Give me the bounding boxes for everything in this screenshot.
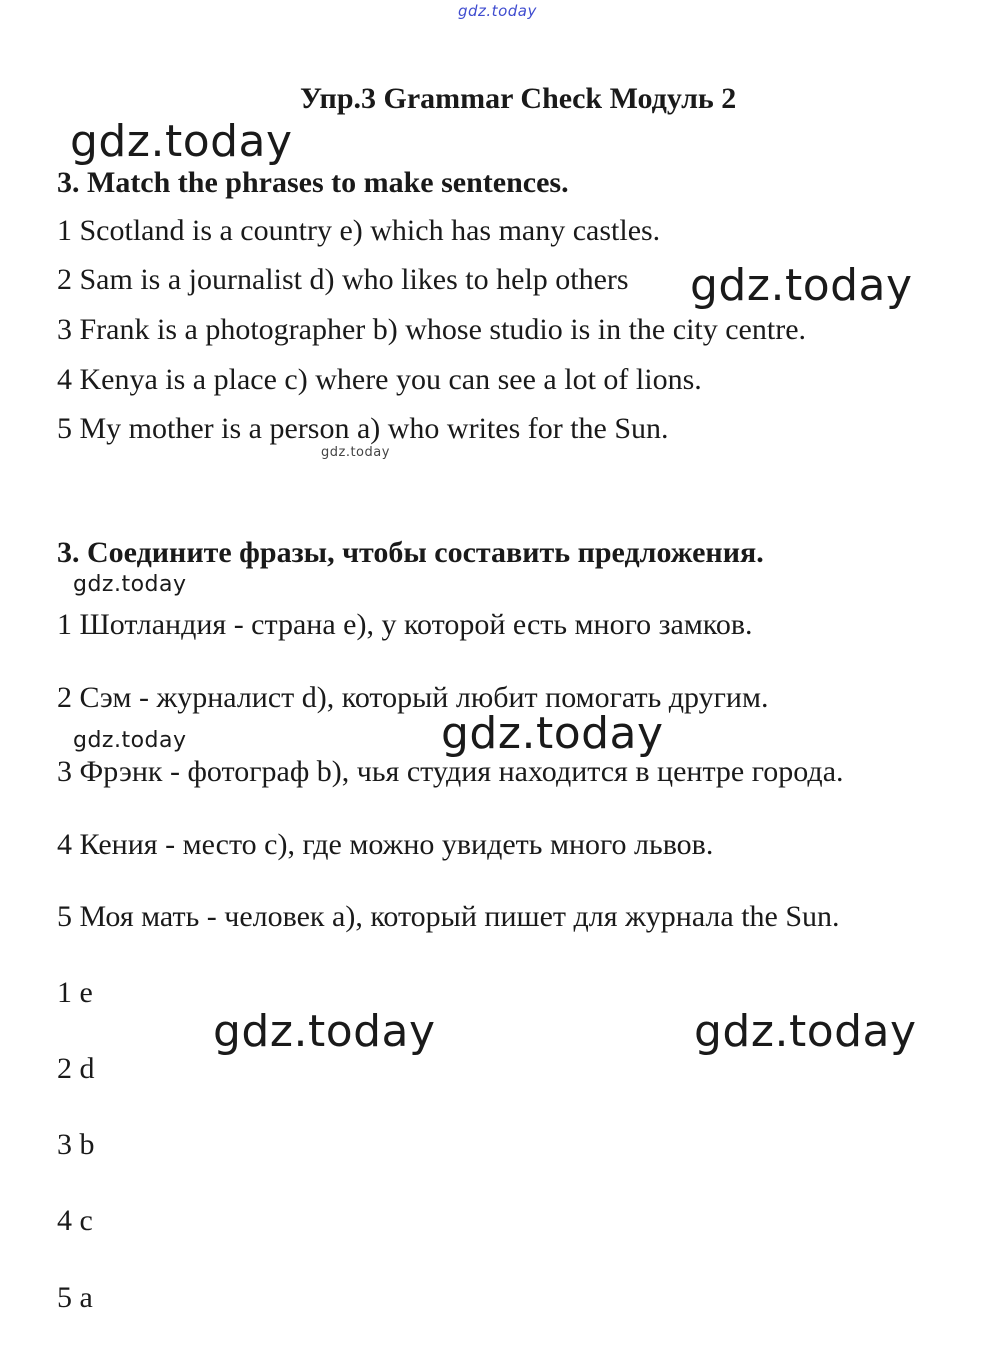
page-title: Упр.3 Grammar Check Модуль 2 (300, 82, 737, 115)
english-item-3: 3 Frank is a photographer b) whose studio is in the city centre. (57, 313, 807, 346)
answer-2: 2 d (57, 1052, 95, 1085)
english-item-5: 5 My mother is a person a) who writes for the Sun. (57, 412, 669, 445)
watermark-top: gdz.today (458, 2, 537, 20)
english-heading: 3. Match the phrases to make sentences. (57, 166, 569, 199)
english-item-4: 4 Kenya is a place c) where you can see a lot of lions. (57, 363, 702, 396)
watermark-6: gdz.today (441, 708, 664, 759)
answer-4: 4 c (57, 1204, 93, 1237)
english-item-1: 1 Scotland is a country e) which has many castles. (57, 214, 661, 247)
watermark-1: gdz.today (70, 116, 293, 167)
watermark-5: gdz.today (73, 728, 187, 753)
english-item-2: 2 Sam is a journalist d) who likes to help others (57, 263, 629, 296)
russian-item-3: 3 Фрэнк - фотограф b), чья студия находится в центре города. (57, 755, 844, 788)
russian-heading: 3. Соедините фразы, чтобы составить предложения. (57, 536, 764, 569)
answer-1: 1 e (57, 976, 93, 1009)
watermark-8: gdz.today (694, 1006, 917, 1057)
russian-item-1: 1 Шотландия - страна e), у которой есть много замков. (57, 608, 753, 641)
answer-5: 5 a (57, 1281, 93, 1314)
answer-3: 3 b (57, 1128, 95, 1161)
russian-item-5: 5 Моя мать - человек a), который пишет для журнала the Sun. (57, 900, 840, 933)
watermark-2: gdz.today (690, 260, 913, 311)
watermark-4: gdz.today (73, 572, 187, 597)
watermark-7: gdz.today (213, 1006, 436, 1057)
watermark-3: gdz.today (321, 445, 390, 460)
russian-item-4: 4 Кения - место c), где можно увидеть много львов. (57, 828, 714, 861)
russian-item-2: 2 Сэм - журналист d), который любит помогать другим. (57, 681, 769, 714)
